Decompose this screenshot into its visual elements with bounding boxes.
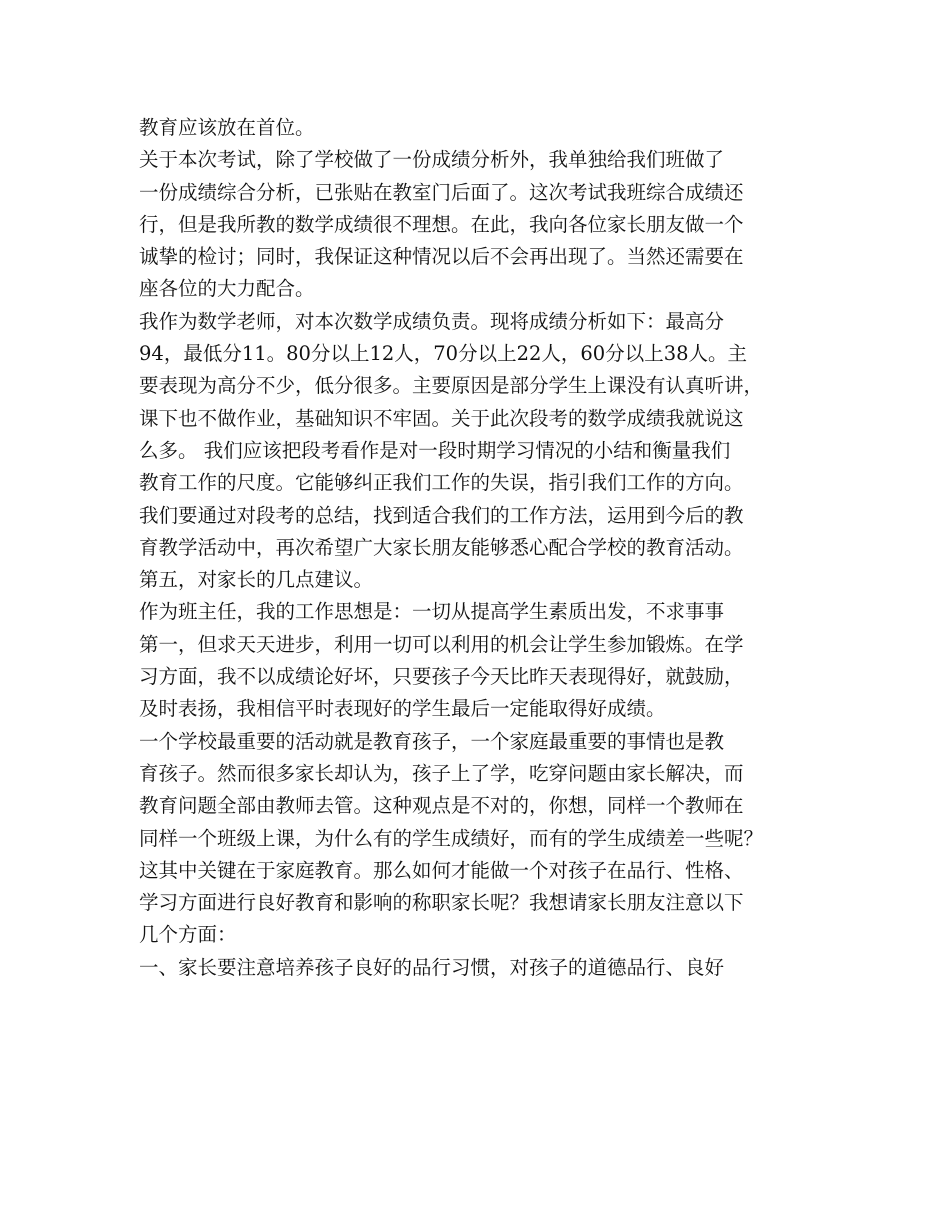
document-body (139, 112, 829, 984)
text-line: 我作为数学老师，对本次数学成绩负责。现将成绩分析如下：最高分 (139, 309, 725, 333)
text-line: 教育工作的尺度。它能够纠正我们工作的失误，指引我们工作的方向。 (139, 471, 744, 495)
text-line: 育孩子。然而很多家长却认为，孩子上了学，吃穿问题由家长解决，而 (139, 761, 744, 785)
text-line: 诚挚的检讨；同时，我保证这种情况以后不会再出现了。当然还需要在 (139, 245, 744, 269)
text-line: 几个方面： (139, 923, 237, 947)
text-line: 行，但是我所教的数学成绩很不理想。在此，我向各位家长朋友做一个 (139, 212, 744, 236)
text-line: 我们要通过对段考的总结，找到适合我们的工作方法，运用到今后的教 (139, 503, 744, 527)
text-line: 一、家长要注意培养孩子良好的品行习惯，对孩子的道德品行、良好 (139, 955, 725, 979)
text-line: 么多。 我们应该把段考看作是对一段时期学习情况的小结和衡量我们 (139, 438, 731, 462)
text-line: 要表现为高分不少，低分很多。主要原因是部分学生上课没有认真听讲， (139, 374, 764, 398)
text-line: 一份成绩综合分析，已张贴在教室门后面了。这次考试我班综合成绩还 (139, 180, 744, 204)
text-line: 94，最低分11。80分以上12人，70分以上22人，60分以上38人。主 (139, 342, 748, 366)
text-line: 第一，但求天天进步，利用一切可以利用的机会让学生参加锻炼。在学 (139, 632, 744, 656)
text-line: 习方面，我不以成绩论好坏，只要孩子今天比昨天表现得好，就鼓励， (139, 665, 744, 689)
text-line: 关于本次考试，除了学校做了一份成绩分析外，我单独给我们班做了 (139, 148, 725, 172)
text-line: 及时表扬，我相信平时表现好的学生最后一定能取得好成绩。 (139, 697, 666, 721)
text-line: 课下也不做作业，基础知识不牢固。关于此次段考的数学成绩我就说这 (139, 406, 744, 430)
text-line: 教育应该放在首位。 (139, 116, 315, 139)
text-line: 座各位的大力配合。 (139, 277, 315, 301)
text-line: 学习方面进行良好教育和影响的称职家长呢？我想请家长朋友注意以下 (139, 891, 744, 915)
text-line: 教育问题全部由教师去管。这种观点是不对的，你想，同样一个教师在 (139, 794, 744, 818)
text-line: 这其中关键在于家庭教育。那么如何才能做一个对孩子在品行、性格、 (139, 858, 744, 882)
text-line: 一个学校最重要的活动就是教育孩子，一个家庭最重要的事情也是教 (139, 729, 725, 753)
text-line: 同样一个班级上课，为什么有的学生成绩好，而有的学生成绩差一些呢？ (139, 826, 764, 850)
text-line: 作为班主任，我的工作思想是：一切从提高学生素质出发，不求事事 (139, 600, 725, 624)
text-line: 育教学活动中，再次希望广大家长朋友能够悉心配合学校的教育活动。 (139, 535, 744, 559)
text-line: 第五，对家长的几点建议。 (139, 568, 374, 592)
